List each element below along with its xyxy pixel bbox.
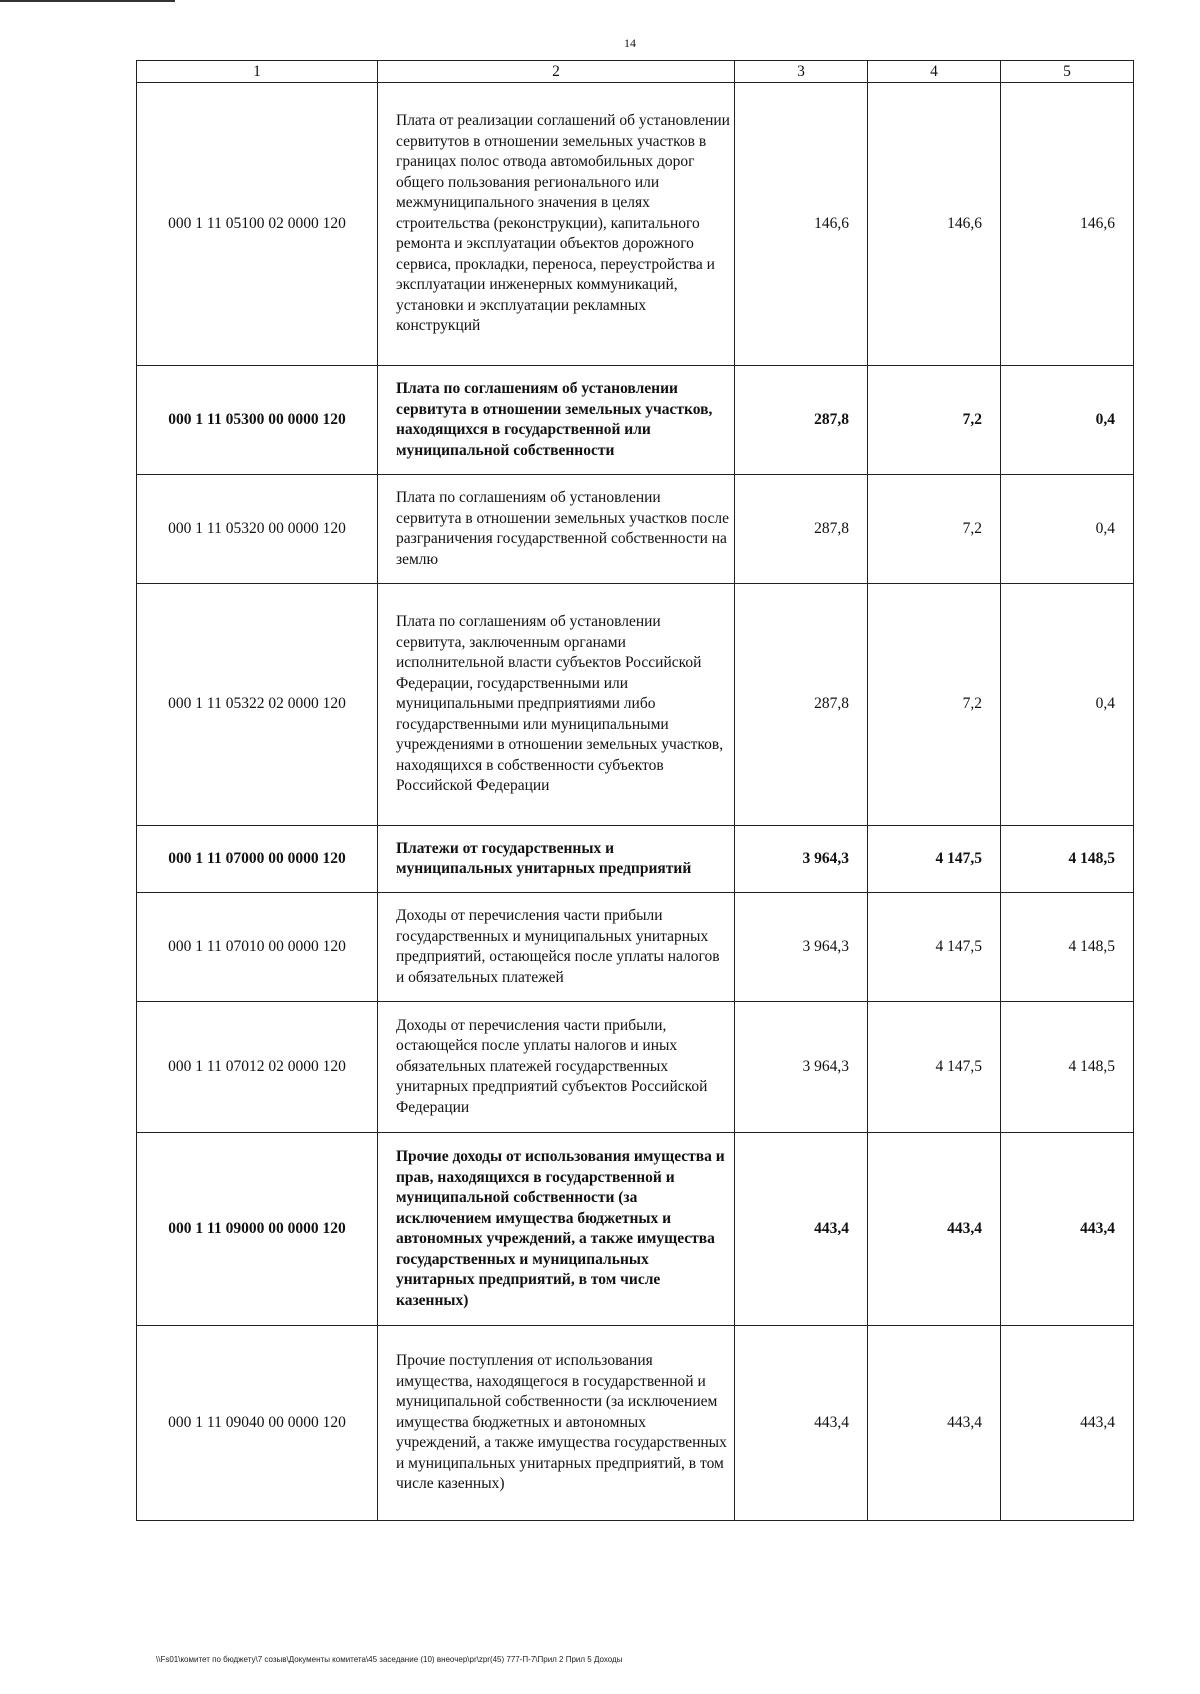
row-value-4: 7,2: [868, 366, 1001, 475]
row-value-5: 443,4: [1001, 1133, 1134, 1326]
row-value-3: 287,8: [735, 366, 868, 475]
table-row: [137, 826, 1134, 893]
row-name: Прочие поступления от использования имущества, находящегося в государственной и муниципальной собственности (за исключением имущества бюджетных и автономных учреждений, а также имущества государственных и муниципальных унитарных предприятий, в том числе казенных): [378, 1326, 735, 1521]
row-code: 000 1 11 05320 00 0000 120: [137, 475, 378, 584]
row-name: Плата по соглашениям об установлении сервитута в отношении земельных участков после разграничения государственной собственности на землю: [378, 475, 735, 584]
row-value-5: 146,6: [1001, 83, 1134, 366]
row-value-3: 3 964,3: [735, 826, 868, 893]
row-value-3: 287,8: [735, 475, 868, 584]
row-value-4: 7,2: [868, 584, 1001, 826]
table-row: [137, 893, 1134, 1002]
row-value-3: 443,4: [735, 1326, 868, 1521]
row-code: 000 1 11 05322 02 0000 120: [137, 584, 378, 826]
table-row: [137, 366, 1134, 475]
row-code: 000 1 11 09040 00 0000 120: [137, 1326, 378, 1521]
table-row: [137, 1326, 1134, 1521]
row-value-3: 3 964,3: [735, 1002, 868, 1133]
table-row: [137, 475, 1134, 584]
table-row: [137, 584, 1134, 826]
table-body: [137, 83, 1134, 1521]
row-value-4: 7,2: [868, 475, 1001, 584]
row-value-5: 4 148,5: [1001, 893, 1134, 1002]
row-value-3: 287,8: [735, 584, 868, 826]
row-code: 000 1 11 05100 02 0000 120: [137, 83, 378, 366]
row-name: Доходы от перечисления части прибыли, остающейся после уплаты налогов и иных обязательных платежей государственных унитарных предприятий субъектов Российской Федерации: [378, 1002, 735, 1133]
row-value-4: 146,6: [868, 83, 1001, 366]
row-value-5: 0,4: [1001, 366, 1134, 475]
row-value-4: 4 147,5: [868, 893, 1001, 1002]
page-number: 14: [624, 36, 636, 50]
row-code: 000 1 11 07012 02 0000 120: [137, 1002, 378, 1133]
column-header-4: 4: [868, 61, 1001, 83]
row-code: 000 1 11 07000 00 0000 120: [137, 826, 378, 893]
row-name: Плата по соглашениям об установлении сервитута в отношении земельных участков, находящихся в государственной или муниципальной собственности: [378, 366, 735, 475]
column-header-5: 5: [1001, 61, 1134, 83]
row-code: 000 1 11 07010 00 0000 120: [137, 893, 378, 1002]
row-value-5: 443,4: [1001, 1326, 1134, 1521]
row-value-4: 443,4: [868, 1133, 1001, 1326]
row-name: Доходы от перечисления части прибыли государственных и муниципальных унитарных предприятий, остающейся после уплаты налогов и обязательных платежей: [378, 893, 735, 1002]
column-header-1: 1: [137, 61, 378, 83]
table-row: [137, 1002, 1134, 1133]
revenue-table: [136, 60, 1134, 1521]
footer-file-path: \\Fs01\комитет по бюджету\7 созыв\Документы комитета\45 заседание (10) внеочер\pr\zpr(45) 777-П-7\Прил 2 Прил 5 Доходы: [156, 1655, 623, 1664]
row-value-4: 443,4: [868, 1326, 1001, 1521]
row-value-3: 3 964,3: [735, 893, 868, 1002]
row-name: Плата от реализации соглашений об установлении сервитутов в отношении земельных участков в границах полос отвода автомобильных дорог общего пользования регионального или межмуниципального значения в целях строительства (реконструкции), капитального ремонта и эксплуатации объектов дорожного сервиса, прокладки, переноса, переустройства и эксплуатации инженерных коммуникаций, установки и эксплуатации рекламных конструкций: [378, 83, 735, 366]
row-code: 000 1 11 09000 00 0000 120: [137, 1133, 378, 1326]
table-row: [137, 1133, 1134, 1326]
top-rule: [0, 0, 175, 2]
row-value-5: 0,4: [1001, 475, 1134, 584]
table-header: [137, 61, 1134, 83]
row-value-4: 4 147,5: [868, 826, 1001, 893]
row-name: Прочие доходы от использования имущества и прав, находящихся в государственной и муниципальной собственности (за исключением имущества бюджетных и автономных учреждений, а также имущества государственных и муниципальных унитарных предприятий, в том числе казенных): [378, 1133, 735, 1326]
row-code: 000 1 11 05300 00 0000 120: [137, 366, 378, 475]
row-value-4: 4 147,5: [868, 1002, 1001, 1133]
row-value-3: 443,4: [735, 1133, 868, 1326]
row-value-5: 4 148,5: [1001, 826, 1134, 893]
row-value-5: 4 148,5: [1001, 1002, 1134, 1133]
row-name: Платежи от государственных и муниципальных унитарных предприятий: [378, 826, 735, 893]
table-row: [137, 83, 1134, 366]
column-header-2: 2: [378, 61, 735, 83]
header-row: [137, 61, 1134, 83]
row-value-3: 146,6: [735, 83, 868, 366]
row-value-5: 0,4: [1001, 584, 1134, 826]
column-header-3: 3: [735, 61, 868, 83]
row-name: Плата по соглашениям об установлении сервитута, заключенным органами исполнительной власти субъектов Российской Федерации, государственными или муниципальными предприятиями либо государственными или муниципальными учреждениями в отношении земельных участков, находящихся в собственности субъектов Российской Федерации: [378, 584, 735, 826]
